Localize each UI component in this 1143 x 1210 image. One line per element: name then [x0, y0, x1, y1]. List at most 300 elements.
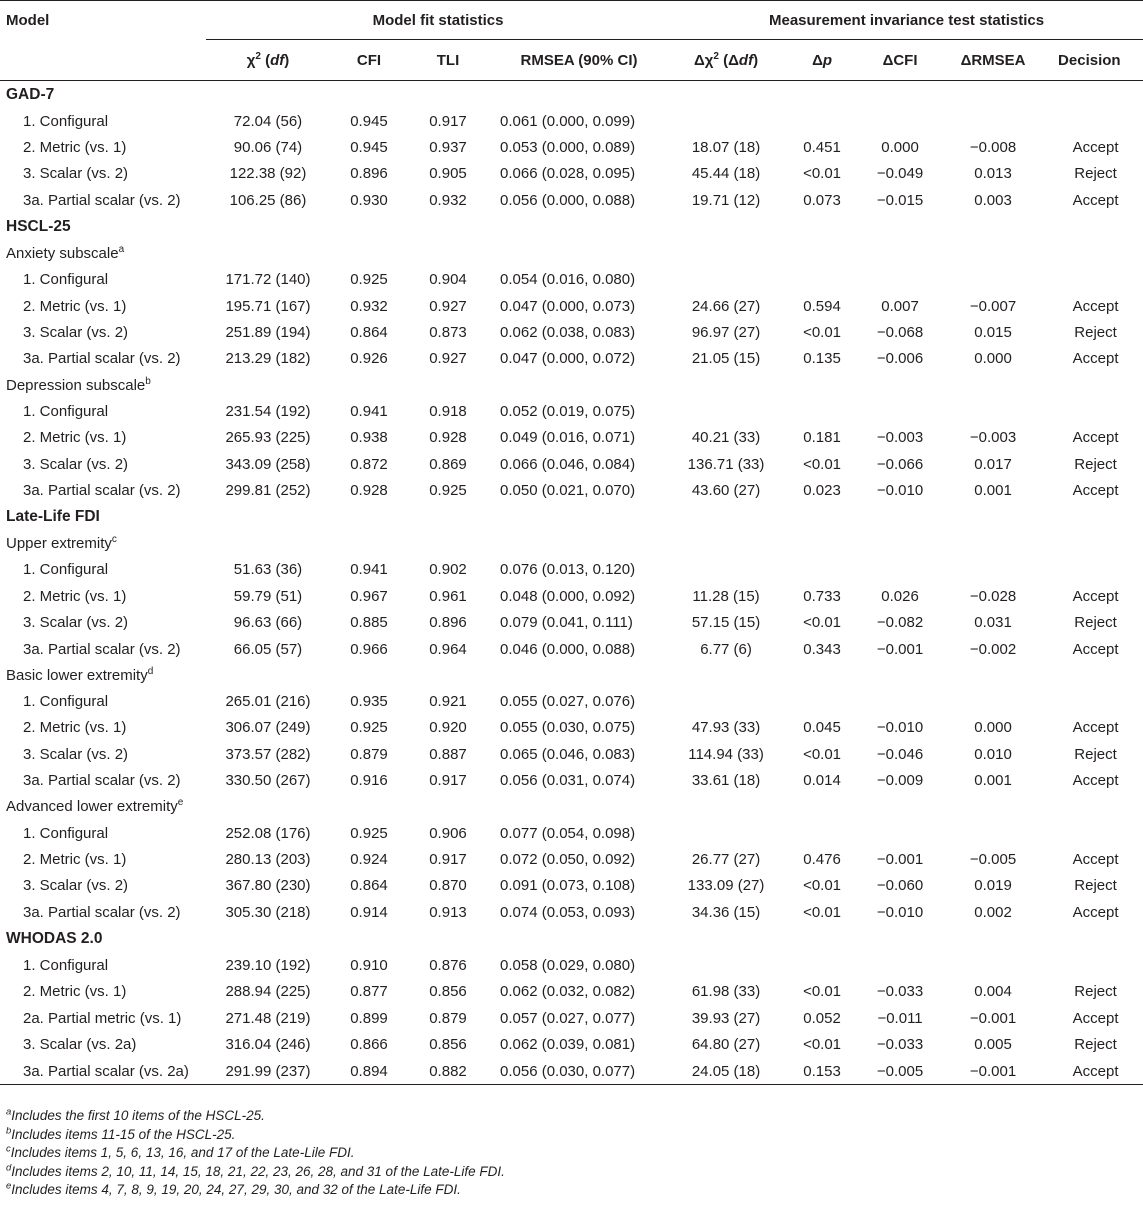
cell-model-label: 3a. Partial scalar (vs. 2a) — [0, 1058, 206, 1085]
cell-delta-chi2 — [670, 820, 782, 846]
cell-cfi: 0.925 — [350, 719, 388, 737]
footnote-text: Includes items 2, 10, 11, 14, 15, 18, 21, 22, 23, 26, 28, and 31 of the Late-Life FDI. — [11, 1163, 505, 1179]
cell-delta-p: 0.073 — [803, 191, 841, 209]
cell-delta-rmsea: 0.003 — [974, 191, 1012, 209]
cell-delta-rmsea: 0.000 — [974, 719, 1012, 737]
cell-delta-cfi: −0.015 — [876, 191, 924, 209]
header-rmsea: RMSEA (90% CI) — [488, 40, 670, 81]
cell-delta-cfi: 0.007 — [881, 297, 919, 315]
cell-delta-p: <0.01 — [803, 983, 842, 1001]
cell-cfi: 0.877 — [350, 983, 388, 1001]
cell-rmsea: 0.047 (0.000, 0.073) — [500, 297, 636, 315]
cell-delta-cfi: −0.010 — [876, 481, 924, 499]
table-row — [0, 873, 1143, 899]
cell-chi2: 195.71 (167) — [225, 297, 311, 315]
cell-model-label: 1. Configural — [23, 112, 109, 130]
cell-delta-p: 0.153 — [782, 1058, 862, 1085]
cell-cfi: 0.914 — [350, 903, 388, 921]
table-row — [0, 267, 1143, 293]
cell-decision: Accept — [1072, 481, 1119, 499]
footnote-marker: a — [118, 244, 125, 256]
cell-delta-chi2 — [670, 108, 782, 134]
header-blank — [0, 40, 206, 81]
cell-delta-cfi: −0.005 — [862, 1058, 938, 1085]
table-row — [0, 187, 1143, 213]
cell-delta-chi2: 39.93 (27) — [691, 1009, 761, 1027]
cell-decision — [1048, 688, 1143, 714]
cell-delta-cfi: −0.049 — [876, 165, 924, 183]
cell-decision: Reject — [1074, 983, 1117, 1001]
cell-delta-p — [782, 398, 862, 424]
cell-rmsea: 0.062 (0.039, 0.081) — [500, 1036, 636, 1054]
cell-delta-chi2: 133.09 (27) — [687, 877, 765, 895]
table-row — [0, 636, 1143, 662]
header-cfi: CFI — [330, 40, 408, 81]
cell-chi2: 280.13 (203) — [225, 850, 311, 868]
cell-delta-cfi: −0.006 — [876, 350, 924, 368]
table-row — [0, 846, 1143, 872]
cell-delta-rmsea: 0.017 — [974, 455, 1012, 473]
cell-delta-p: 0.476 — [803, 850, 841, 868]
cell-model-label: 2. Metric (vs. 1) — [23, 983, 127, 1001]
footnote-marker: a — [6, 1106, 12, 1118]
cell-decision: Reject — [1074, 324, 1117, 342]
cell-rmsea: 0.065 (0.046, 0.083) — [500, 745, 636, 763]
footnote-marker: b — [145, 375, 151, 387]
cell-delta-chi2: 47.93 (33) — [691, 719, 761, 737]
cell-model-label: 3a. Partial scalar (vs. 2) — [23, 191, 181, 209]
cell-delta-chi2: 45.44 (18) — [691, 165, 761, 183]
cell-decision: Reject — [1074, 1036, 1117, 1054]
cell-chi2: 265.01 (216) — [225, 692, 311, 710]
header-model: Model — [0, 1, 206, 40]
subscale-row — [0, 372, 1143, 398]
cell-delta-chi2 — [670, 557, 782, 583]
header-chi2: $\chi^2$ (df) — [206, 40, 330, 81]
cell-rmsea: 0.062 (0.032, 0.082) — [500, 983, 636, 1001]
cell-delta-rmsea: 0.019 — [974, 877, 1012, 895]
cell-model-label: 3. Scalar (vs. 2) — [23, 614, 129, 632]
section-title: WHODAS 2.0 — [6, 929, 103, 947]
cell-rmsea: 0.076 (0.013, 0.120) — [500, 561, 636, 579]
cell-rmsea: 0.077 (0.054, 0.098) — [500, 824, 636, 842]
cell-delta-rmsea — [938, 688, 1048, 714]
cell-delta-chi2: 61.98 (33) — [691, 983, 761, 1001]
table-row — [0, 820, 1143, 846]
cell-delta-cfi: −0.066 — [876, 455, 924, 473]
table-row — [0, 1032, 1143, 1058]
cell-delta-cfi — [862, 108, 938, 134]
table-row — [0, 161, 1143, 187]
cell-cfi: 0.864 — [350, 877, 388, 895]
cell-model-label: 2. Metric (vs. 1) — [23, 429, 127, 447]
cell-delta-cfi: −0.003 — [876, 429, 924, 447]
cell-rmsea: 0.056 (0.030, 0.077) — [488, 1058, 670, 1085]
subscale-row — [0, 531, 1143, 557]
cell-delta-cfi — [862, 398, 938, 424]
footnote-text: Includes items 1, 5, 6, 13, 16, and 17 of the Late-Lile FDI. — [10, 1145, 355, 1161]
table-row — [0, 425, 1143, 451]
footnote-text: Includes the first 10 items of the HSCL-25. — [11, 1108, 265, 1123]
cell-delta-p: 0.451 — [803, 139, 841, 157]
cell-delta-p: 0.343 — [803, 640, 841, 658]
cell-delta-cfi: −0.001 — [876, 640, 924, 658]
cell-delta-cfi: −0.009 — [876, 772, 924, 790]
cell-decision: Reject — [1074, 455, 1117, 473]
cell-delta-p: <0.01 — [803, 745, 842, 763]
footnote — [6, 1181, 505, 1200]
cell-delta-chi2: 26.77 (27) — [691, 850, 761, 868]
subscale-title — [0, 794, 1143, 820]
table-row — [0, 688, 1143, 714]
cell-delta-chi2: 33.61 (18) — [691, 772, 761, 790]
cell-delta-rmsea: 0.031 — [974, 614, 1012, 632]
subscale-title — [0, 662, 1143, 688]
footnote — [6, 1107, 505, 1126]
footnote-marker: c — [6, 1143, 11, 1155]
cell-tli: 0.902 — [429, 561, 467, 579]
cell-rmsea: 0.066 (0.028, 0.095) — [500, 165, 636, 183]
cell-rmsea: 0.091 (0.073, 0.108) — [500, 877, 636, 895]
cell-delta-p: <0.01 — [803, 877, 842, 895]
cell-chi2: 239.10 (192) — [225, 957, 311, 975]
cell-model-label: 3a. Partial scalar (vs. 2) — [23, 350, 181, 368]
cell-model-label: 2. Metric (vs. 1) — [23, 719, 127, 737]
cell-decision: Accept — [1048, 1058, 1143, 1085]
cell-decision: Accept — [1072, 139, 1119, 157]
cell-delta-rmsea: 0.010 — [974, 745, 1012, 763]
cell-delta-rmsea: −0.002 — [969, 640, 1017, 658]
header-tli: TLI — [408, 40, 488, 81]
cell-rmsea: 0.054 (0.016, 0.080) — [500, 271, 636, 289]
cell-chi2: 96.63 (66) — [233, 614, 303, 632]
cell-delta-rmsea — [938, 398, 1048, 424]
cell-decision: Accept — [1072, 1009, 1119, 1027]
cell-tli: 0.887 — [429, 745, 467, 763]
cell-delta-cfi: −0.068 — [876, 324, 924, 342]
cell-chi2: 66.05 (57) — [233, 640, 303, 658]
cell-delta-p: <0.01 — [803, 903, 842, 921]
cell-chi2: 171.72 (140) — [225, 271, 311, 289]
cell-delta-p — [782, 820, 862, 846]
cell-delta-p: 0.052 — [803, 1009, 841, 1027]
footnote-text: Includes items 4, 7, 8, 9, 19, 20, 24, 27, 29, 30, and 32 of the Late-Life FDI. — [11, 1182, 461, 1198]
cell-delta-rmsea: 0.001 — [974, 772, 1012, 790]
cell-decision: Accept — [1072, 903, 1119, 921]
cell-delta-chi2 — [670, 688, 782, 714]
cell-model-label: 3a. Partial scalar (vs. 2) — [23, 903, 181, 921]
cell-cfi: 0.966 — [350, 640, 388, 658]
cell-delta-rmsea: 0.013 — [974, 165, 1012, 183]
cell-delta-chi2 — [670, 398, 782, 424]
cell-delta-rmsea — [938, 267, 1048, 293]
cell-cfi: 0.932 — [350, 297, 388, 315]
cell-delta-cfi: −0.011 — [877, 1009, 923, 1027]
cell-decision: Accept — [1072, 587, 1119, 605]
cell-rmsea: 0.055 (0.027, 0.076) — [500, 692, 636, 710]
table-row — [0, 715, 1143, 741]
cell-delta-p — [782, 557, 862, 583]
cell-cfi: 0.864 — [350, 324, 388, 342]
cell-model-label: 3. Scalar (vs. 2a) — [23, 1036, 137, 1054]
cell-chi2: 72.04 (56) — [233, 112, 303, 130]
footnote — [6, 1144, 505, 1163]
cell-model-label: 1. Configural — [23, 957, 109, 975]
cell-decision: Accept — [1072, 191, 1119, 209]
cell-cfi: 0.925 — [350, 824, 388, 842]
cell-delta-rmsea: 0.005 — [974, 1036, 1012, 1054]
cell-tli: 0.904 — [429, 271, 467, 289]
cell-cfi: 0.930 — [350, 191, 388, 209]
cell-model-label: 3. Scalar (vs. 2) — [23, 455, 129, 473]
cell-decision: Accept — [1072, 350, 1119, 368]
header-group-fit: Model fit statistics — [206, 1, 670, 40]
cell-cfi: 0.935 — [350, 692, 388, 710]
cell-delta-chi2: 19.71 (12) — [691, 191, 761, 209]
footnote — [6, 1163, 505, 1182]
footnote-marker: d — [6, 1162, 12, 1174]
cell-model-label: 3. Scalar (vs. 2) — [23, 165, 129, 183]
cell-delta-cfi: −0.046 — [876, 745, 924, 763]
cell-cfi: 0.926 — [350, 350, 388, 368]
cell-delta-rmsea: −0.028 — [969, 587, 1017, 605]
cell-model-label: 2. Metric (vs. 1) — [23, 587, 127, 605]
cell-cfi: 0.899 — [350, 1009, 388, 1027]
cell-rmsea: 0.056 (0.031, 0.074) — [500, 772, 636, 790]
cell-chi2: 231.54 (192) — [225, 402, 311, 420]
cell-cfi: 0.910 — [350, 957, 388, 975]
table-row — [0, 346, 1143, 372]
cell-delta-chi2 — [670, 952, 782, 978]
cell-delta-rmsea: −0.008 — [969, 139, 1017, 157]
cell-model-label: 1. Configural — [23, 402, 109, 420]
cell-delta-chi2: 64.80 (27) — [691, 1036, 761, 1054]
cell-tli: 0.856 — [429, 1036, 467, 1054]
cell-delta-cfi: 0.000 — [881, 139, 919, 157]
cell-cfi: 0.925 — [350, 271, 388, 289]
cell-delta-cfi — [862, 952, 938, 978]
subscale-label: Anxiety subscale — [6, 245, 119, 263]
cell-decision: Accept — [1072, 719, 1119, 737]
cell-delta-p: <0.01 — [803, 455, 842, 473]
cell-decision — [1048, 557, 1143, 583]
cell-rmsea: 0.058 (0.029, 0.080) — [500, 957, 636, 975]
cell-decision — [1048, 952, 1143, 978]
cell-delta-chi2: 114.94 (33) — [688, 745, 764, 763]
section-row — [0, 925, 1143, 952]
cell-tli: 0.917 — [429, 772, 467, 790]
cell-delta-cfi — [862, 688, 938, 714]
cell-chi2: 252.08 (176) — [225, 824, 311, 842]
cell-chi2: 271.48 (219) — [225, 1009, 311, 1027]
cell-delta-chi2: 11.28 (15) — [692, 587, 760, 605]
cell-chi2: 330.50 (267) — [225, 772, 311, 790]
cell-rmsea: 0.061 (0.000, 0.099) — [500, 112, 636, 130]
cell-delta-chi2: 18.07 (18) — [691, 139, 761, 157]
cell-model-label: 3. Scalar (vs. 2) — [23, 324, 129, 342]
table-row — [0, 293, 1143, 319]
table-footnotes — [6, 1107, 505, 1200]
cell-rmsea: 0.048 (0.000, 0.092) — [500, 587, 636, 605]
cell-rmsea: 0.047 (0.000, 0.072) — [500, 350, 636, 368]
cell-chi2: 213.29 (182) — [225, 350, 311, 368]
table-row — [0, 477, 1143, 503]
header-dp: Δp — [782, 40, 862, 81]
section-title: HSCL-25 — [6, 218, 71, 236]
cell-delta-chi2: 34.36 (15) — [691, 903, 761, 921]
cell-model-label: 1. Configural — [23, 561, 109, 579]
cell-delta-p — [782, 108, 862, 134]
cell-tli: 0.937 — [429, 139, 467, 157]
cell-tli: 0.905 — [429, 165, 467, 183]
cell-delta-rmsea: 0.002 — [974, 903, 1012, 921]
cell-delta-chi2 — [670, 267, 782, 293]
cell-model-label: 1. Configural — [23, 824, 109, 842]
cell-delta-chi2: 24.66 (27) — [691, 297, 761, 315]
table-row — [0, 451, 1143, 477]
footnote-text: Includes items 11-15 of the HSCL-25. — [11, 1126, 236, 1142]
cell-delta-rmsea: −0.005 — [969, 850, 1017, 868]
cell-chi2: 106.25 (86) — [229, 191, 307, 209]
cell-decision: Accept — [1072, 640, 1119, 658]
cell-cfi: 0.866 — [350, 1036, 388, 1054]
cell-delta-cfi — [862, 267, 938, 293]
section-row — [0, 504, 1143, 531]
table-row — [0, 1005, 1143, 1031]
cell-model-label: 2. Metric (vs. 1) — [23, 850, 127, 868]
cell-rmsea: 0.053 (0.000, 0.089) — [500, 139, 636, 157]
cell-cfi: 0.928 — [350, 481, 388, 499]
cell-model-label: 2. Metric (vs. 1) — [23, 139, 127, 157]
cell-delta-chi2: 24.05 (18) — [670, 1058, 782, 1085]
cell-delta-chi2: 57.15 (15) — [691, 614, 761, 632]
cell-tli: 0.856 — [429, 983, 467, 1001]
cell-delta-p — [782, 267, 862, 293]
cell-delta-chi2: 43.60 (27) — [691, 481, 761, 499]
cell-decision: Accept — [1072, 850, 1119, 868]
cell-delta-p: 0.594 — [803, 297, 841, 315]
cell-tli: 0.921 — [429, 692, 467, 710]
subscale-row — [0, 794, 1143, 820]
cell-chi2: 90.06 (74) — [233, 139, 303, 157]
cell-cfi: 0.916 — [350, 772, 388, 790]
cell-delta-rmsea — [938, 108, 1048, 134]
cell-rmsea: 0.052 (0.019, 0.075) — [500, 402, 636, 420]
cell-delta-rmsea: 0.004 — [974, 983, 1012, 1001]
cell-decision: Accept — [1072, 297, 1119, 315]
cell-rmsea: 0.066 (0.046, 0.084) — [500, 455, 636, 473]
cell-model-label: 2a. Partial metric (vs. 1) — [23, 1009, 182, 1027]
subscale-title — [0, 241, 1143, 267]
cell-chi2: 367.80 (230) — [225, 877, 311, 895]
cell-tli: 0.869 — [429, 455, 467, 473]
cell-delta-cfi: −0.033 — [876, 1036, 924, 1054]
cell-chi2: 251.89 (194) — [225, 324, 311, 342]
cell-cfi: 0.894 — [330, 1058, 408, 1085]
cell-chi2: 343.09 (258) — [225, 455, 311, 473]
section-row — [0, 81, 1143, 109]
cell-cfi: 0.896 — [350, 165, 388, 183]
cell-delta-chi2: 96.97 (27) — [691, 324, 761, 342]
cell-decision: Reject — [1074, 877, 1117, 895]
cell-cfi: 0.941 — [350, 402, 388, 420]
table-row — [0, 952, 1143, 978]
cell-tli: 0.928 — [429, 429, 467, 447]
cell-decision: Reject — [1074, 165, 1117, 183]
table-row — [0, 134, 1143, 160]
cell-cfi: 0.885 — [350, 614, 388, 632]
cell-model-label: 3. Scalar (vs. 2) — [23, 877, 129, 895]
cell-tli: 0.870 — [429, 877, 467, 895]
cell-delta-p: 0.045 — [803, 719, 841, 737]
cell-delta-cfi: −0.033 — [876, 983, 924, 1001]
subscale-label: Advanced lower extremity — [6, 798, 178, 816]
cell-cfi: 0.941 — [350, 561, 388, 579]
table-row — [0, 398, 1143, 424]
cell-decision — [1048, 267, 1143, 293]
cell-tli: 0.964 — [429, 640, 467, 658]
cell-chi2: 265.93 (225) — [225, 429, 311, 447]
cell-delta-cfi: −0.010 — [876, 719, 924, 737]
cell-delta-rmsea: −0.001 — [969, 1009, 1017, 1027]
cell-rmsea: 0.079 (0.041, 0.111) — [500, 614, 633, 632]
subscale-label: Upper extremity — [6, 535, 112, 553]
cell-delta-p: <0.01 — [803, 614, 842, 632]
cell-delta-cfi — [862, 557, 938, 583]
cell-delta-cfi: −0.001 — [876, 850, 924, 868]
cell-rmsea: 0.056 (0.000, 0.088) — [500, 191, 636, 209]
cell-model-label: 1. Configural — [23, 692, 109, 710]
cell-rmsea: 0.072 (0.050, 0.092) — [500, 850, 636, 868]
footnote-marker: d — [147, 665, 154, 677]
section-row — [0, 214, 1143, 241]
cell-model-label: 2. Metric (vs. 1) — [23, 297, 127, 315]
cell-chi2: 51.63 (36) — [233, 561, 303, 579]
header-dchi2: $\Delta\chi^2$ (Δdf) — [670, 40, 782, 81]
cell-tli: 0.879 — [429, 1009, 467, 1027]
cell-delta-cfi: −0.010 — [876, 903, 924, 921]
cell-tli: 0.927 — [429, 297, 467, 315]
cell-delta-rmsea: 0.001 — [974, 481, 1012, 499]
cell-delta-cfi: −0.060 — [876, 877, 924, 895]
cell-delta-cfi — [862, 820, 938, 846]
table-row — [0, 1058, 1143, 1085]
cell-decision: Reject — [1074, 614, 1117, 632]
cell-tli: 0.927 — [429, 350, 467, 368]
cell-rmsea: 0.074 (0.053, 0.093) — [500, 903, 636, 921]
cell-cfi: 0.872 — [350, 455, 388, 473]
cell-chi2: 316.04 (246) — [225, 1036, 311, 1054]
cell-delta-p: <0.01 — [803, 165, 842, 183]
cell-chi2: 288.94 (225) — [225, 983, 311, 1001]
subscale-label: Basic lower extremity — [6, 666, 148, 684]
cell-model-label: 3a. Partial scalar (vs. 2) — [23, 772, 181, 790]
cell-rmsea: 0.050 (0.021, 0.070) — [500, 481, 636, 499]
cell-rmsea: 0.049 (0.016, 0.071) — [500, 429, 636, 447]
cell-model-label: 3a. Partial scalar (vs. 2) — [23, 481, 181, 499]
header-dcfi: ΔCFI — [862, 40, 938, 81]
cell-delta-p: 0.023 — [803, 481, 841, 499]
cell-delta-cfi: 0.026 — [881, 587, 919, 605]
table-row — [0, 557, 1143, 583]
cell-delta-p: 0.733 — [803, 587, 841, 605]
cell-decision — [1048, 398, 1143, 424]
cell-rmsea: 0.055 (0.030, 0.075) — [500, 719, 636, 737]
cell-delta-rmsea: 0.015 — [974, 324, 1012, 342]
cell-delta-p: 0.181 — [803, 429, 841, 447]
cell-delta-rmsea: −0.001 — [938, 1058, 1048, 1085]
cell-cfi: 0.924 — [350, 850, 388, 868]
